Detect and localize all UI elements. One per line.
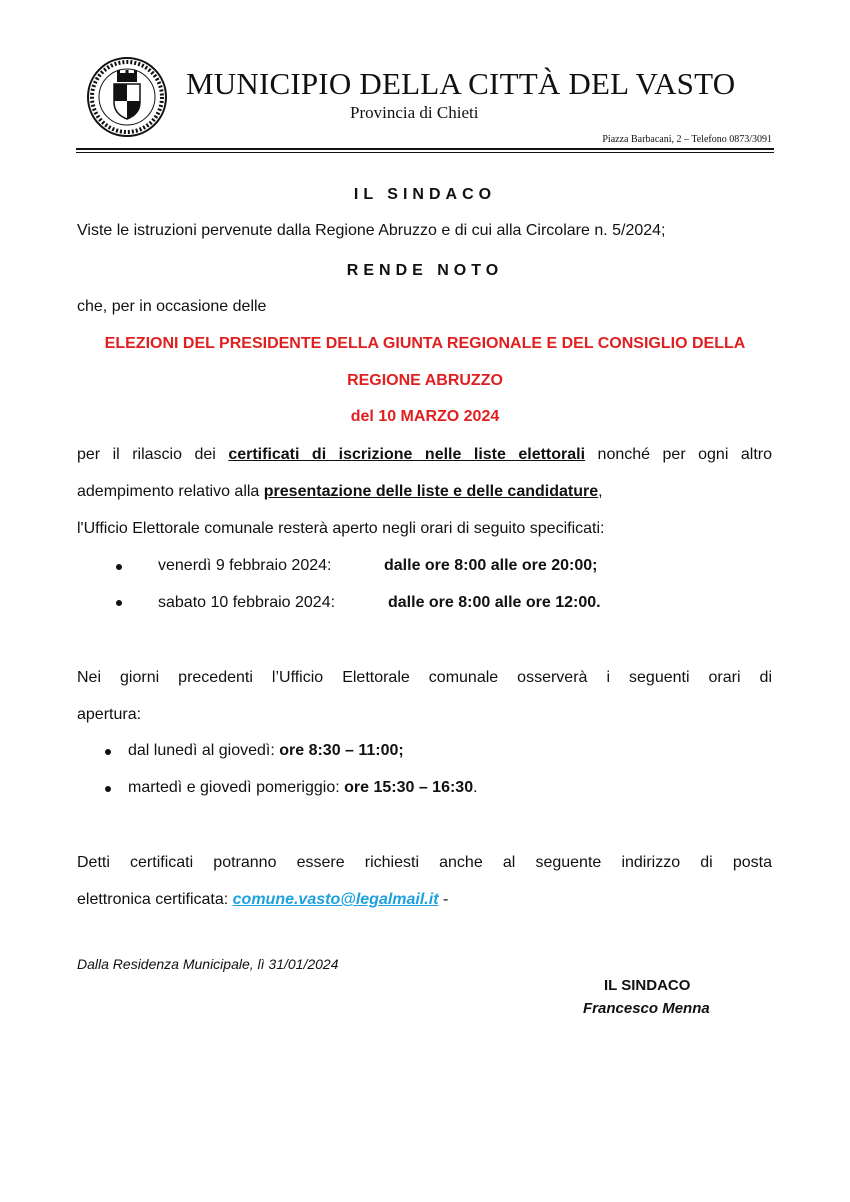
p2-text-c: , [598, 483, 603, 500]
municipality-address: Piazza Barbacani, 2 – Telefono 0873/3091 [602, 134, 772, 145]
rende-noto-heading: RENDE NOTO [346, 262, 504, 279]
office-open-text: l'Ufficio Elettorale comunale resterà aperto negli orari di seguito specificati: [77, 520, 605, 537]
p1-text-c: nonché per ogni altro [597, 446, 772, 463]
bullet-icon [116, 600, 122, 606]
province-name: Provincia di Chieti [350, 103, 479, 122]
previous-days-line2: apertura: [77, 706, 142, 723]
schedule-hours-2: dalle ore 8:00 alle ore 12:00. [388, 594, 601, 611]
city-seal-icon [86, 56, 168, 138]
municipality-title: MUNICIPIO DELLA CITTÀ DEL VASTO [186, 66, 736, 101]
regular-hours-item-2 [128, 779, 478, 797]
p2-text-a: adempimento relativo alla [77, 483, 260, 500]
email-paragraph-line2 [77, 891, 448, 909]
p1-text-a: per il rilascio dei [77, 446, 216, 463]
email-paragraph-line1: Detti certificati potranno essere richiesti anche al seguente indirizzo di posta [77, 854, 772, 871]
regular-label-1: dal lunedì al giovedì: [128, 742, 275, 759]
election-title-line2: REGIONE ABRUZZO [347, 372, 503, 389]
lists-emphasis: presentazione delle liste e delle candidature [263, 483, 599, 500]
schedule-day-1: venerdì 9 febbraio 2024: [158, 557, 332, 574]
schedule-day-2: sabato 10 febbraio 2024: [158, 594, 336, 611]
certificates-paragraph-line1 [77, 446, 772, 464]
bullet-icon [105, 749, 111, 755]
regular-hours-item-1 [128, 742, 404, 760]
bullet-icon [105, 786, 111, 792]
signature-name: Francesco Menna [583, 1000, 710, 1017]
email-prefix: elettronica certificata: [77, 891, 229, 908]
bullet-icon [116, 564, 122, 570]
pec-email-link[interactable]: comune.vasto@legalmail.it [232, 891, 439, 908]
regular-tail-2: . [473, 779, 478, 796]
certificates-emphasis: certificati di iscrizione nelle liste elettorali [228, 446, 586, 463]
election-title-line1: ELEZIONI DEL PRESIDENTE DELLA GIUNTA REGIONALE E DEL CONSIGLIO DELLA [104, 335, 746, 352]
election-date: del 10 MARZO 2024 [350, 408, 500, 425]
previous-days-line1: Nei giorni precedenti l’Ufficio Elettorale comunale osserverà i seguenti orari di [77, 669, 772, 686]
signature-title: IL SINDACO [604, 977, 691, 994]
regular-label-2: martedì e giovedì pomeriggio: [128, 779, 340, 796]
sindaco-heading: IL SINDACO [353, 186, 497, 203]
header-divider-thin [76, 152, 774, 153]
regular-hours-2: ore 15:30 – 16:30 [344, 779, 474, 796]
place-and-date: Dalla Residenza Municipale, lì 31/01/2024 [77, 956, 339, 972]
schedule-hours-1: dalle ore 8:00 alle ore 20:00; [384, 557, 598, 574]
regular-hours-1: ore 8:30 – 11:00; [279, 742, 404, 759]
certificates-paragraph-line2 [77, 483, 603, 501]
intro-paragraph: Viste le istruzioni pervenute dalla Regione Abruzzo e di cui alla Circolare n. 5/2024; [77, 222, 666, 239]
occasion-text: che, per in occasione delle [77, 298, 267, 315]
email-suffix: - [442, 891, 449, 908]
header-divider [76, 148, 774, 150]
